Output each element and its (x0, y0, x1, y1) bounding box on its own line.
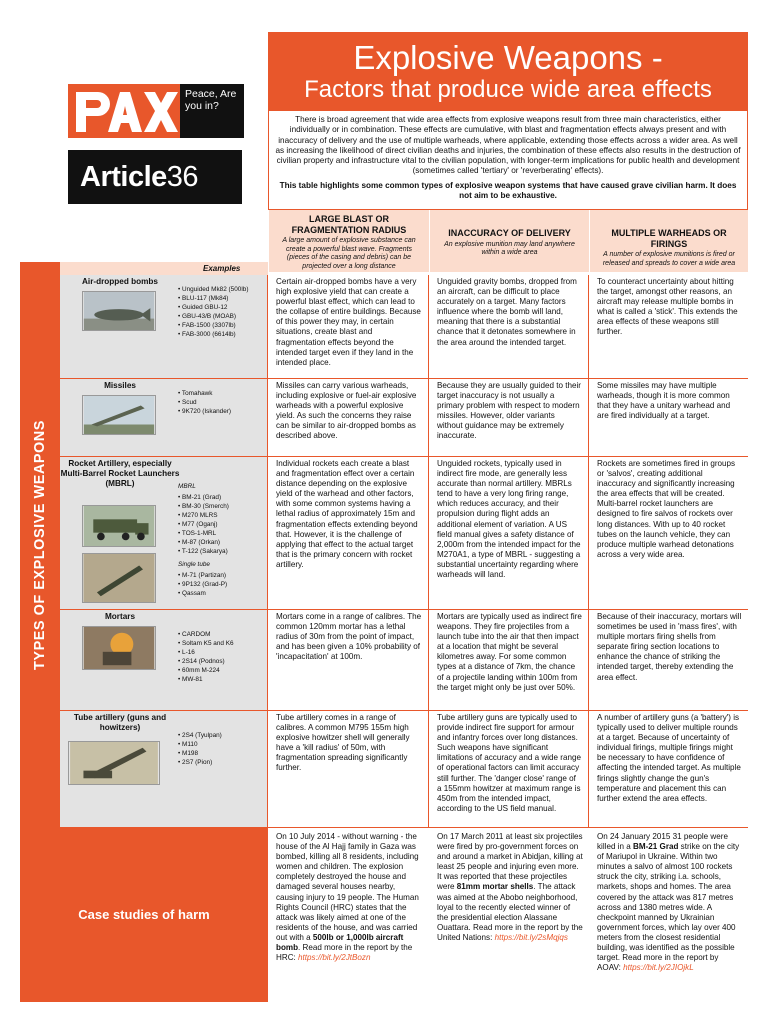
example-item: • L-16 (178, 648, 234, 657)
rocket-launcher-photo (82, 505, 156, 547)
example-item: • 9P132 (Grad-P) (178, 580, 227, 589)
example-list (178, 731, 222, 767)
example-subheading: MBRL (178, 483, 196, 490)
weapon-cell (60, 379, 268, 456)
example-item: • 2S7 (Pion) (178, 758, 222, 767)
table-row (60, 457, 748, 610)
case-link[interactable]: https://bit.ly/2JtBozn (298, 953, 371, 963)
example-item: • 9K720 (Iskander) (178, 407, 231, 416)
pax-logo (68, 84, 248, 138)
example-list (178, 630, 234, 684)
case-link[interactable]: https://bit.ly/2JIOjkL (623, 963, 694, 973)
inaccuracy-cell: Unguided gravity bombs, dropped from an aircraft, can be difficult to place accurately on a target. Many factors influence where the bomb will land, meaning that there is a substantial chance that it detonates somewhere in the area around the intended target. (429, 275, 589, 378)
example-list (178, 389, 231, 416)
column-header-inaccuracy (429, 210, 589, 272)
example-item: • FAB-1500 (3307lb) (178, 321, 248, 330)
column-header-blast (268, 210, 429, 272)
case-link[interactable]: https://bit.ly/2sMqjqs (494, 932, 568, 942)
case-study-abidjan (429, 832, 589, 943)
case-text: On 10 July 2014 - without warning - the house of the Al Hajj family in Gaza was bombed, killing all 8 residents, including women and children. The explosion completely destroyed the house and damaged several houses nearby, causing injury to 19 people. The Human Rights Council (HRC) states that the attack was likely aimed at one of the residents of the house, and was carried out with a (276, 832, 419, 942)
article36-word: Article (80, 161, 167, 193)
column-title: LARGE BLAST OR FRAGMENTATION RADIUS (291, 214, 407, 235)
page-title: Explosive Weapons - (353, 39, 663, 76)
example-item: • M270 MLRS (178, 511, 229, 520)
intro-box (268, 110, 748, 210)
weapon-cell (60, 275, 268, 378)
weapon-cell (60, 610, 268, 710)
types-sidebar (20, 262, 60, 828)
column-title: INACCURACY OF DELIVERY (448, 228, 571, 238)
example-item: • 2S14 (Podnos) (178, 657, 234, 666)
example-item: • M77 (Oganj) (178, 520, 229, 529)
pax-tagline: Peace, Are you in? (180, 84, 244, 138)
example-item: • BM-30 (Smerch) (178, 502, 229, 511)
case-study-mariupol (589, 832, 748, 973)
blast-cell: Tube artillery comes in a range of calibres. A common M795 155m high explosive howitzer shell will generally have a 'kill radius' of 50m, with fragmentation spreading significantly further. (268, 711, 429, 827)
case-text: On 17 March 2011 at least six projectiles were fired by pro-government forces on and around a market in Abidjan, killing at least 25 people and injuring even more. It was reported that these projectiles were (437, 832, 583, 892)
pax-logo-icon (68, 84, 180, 138)
example-item: • TOS-1-MRL (178, 529, 229, 538)
weapon-name: Mortars (104, 612, 136, 621)
column-title: MULTIPLE WARHEADS OR FIRINGS (611, 228, 727, 249)
weapon-cell (60, 457, 268, 609)
weapon-cell (60, 711, 268, 827)
example-item: • GBU-43/B (MOAB) (178, 312, 248, 321)
types-sidebar-label: TYPES OF EXPLOSIVE WEAPONS (32, 420, 48, 670)
intro-text: There is broad agreement that wide area effects from explosive weapons result from three main characteristics, either individually or in combination. These effects are cumulative, with blast and fragmentation effects always present and with inaccuracy of delivery and the use of multiple warheads, where applicable, extending those effects across a wider area. As well as increasing the likelihood of direct civilian deaths and injuries, the combination of these effects also results in the destruction of civilian property and infrastructure vital to the civilian population, with longer-term implications for public health and development (sometimes called 'tertiary' or 'reverberating' effects). (275, 115, 741, 176)
example-item: • BLU-117 (Mk84) (178, 294, 248, 303)
inaccuracy-cell: Unguided rockets, typically used in indirect fire mode, are generally less accurate than normal artillery. MBRLs tend to have a very long firing range, which reduces accuracy, and their propulsion during flight adds an additional element of variation. A US field manual gives a safety distance of 2,000m from the intended impact for the M270A1, a type of MBRL - suggesting a substantial uncertainty regarding where warheads will land. (429, 457, 589, 609)
mortar-photo (82, 626, 156, 670)
single-tube-photo (82, 553, 156, 603)
example-list (178, 571, 227, 598)
multiple-cell: To counteract uncertainty about hitting the target, amongst other reasons, an aircraft may release multiple bombs in what is called a 'stick'. This extends the area effects of these weapons still further. (597, 277, 738, 337)
examples-header: Examples (60, 262, 268, 275)
example-subheading: Single tube (178, 561, 210, 568)
case-text: . Read more in the report by the HRC: (276, 943, 413, 963)
column-description: An explosive munition may land anywhere within a wide area (444, 240, 575, 256)
example-item: • M198 (178, 749, 222, 758)
example-item: • Scud (178, 398, 231, 407)
blast-cell: Individual rockets each create a blast and fragmentation effect over a certain distance depending on the explosive yield of the warhead and other factors, with some common systems having a lethal radius of approximately 15m and fragmentation effects extending beyond that. However, it is the challenge of applying that effect to the actual target that is the primary concern with rocket artillery. (268, 457, 429, 609)
example-item: • T-122 (Sakarya) (178, 547, 229, 556)
inaccuracy-cell: Tube artillery guns are typically used to provide indirect fire support for armour and infantry forces over long distances. Such weapons have significant limitations of accuracy and a wide range of operational factors can limit accuracy still further. The 'danger close' range of a 155mm howitzer at maximum range is 450m from the intended impact, according to the US field manual. (429, 711, 589, 827)
example-item: • Soltam K5 and K6 (178, 639, 234, 648)
example-item: • BM-21 (Grad) (178, 493, 229, 502)
weapon-name: Missiles (104, 381, 136, 390)
example-item: • FAB-3000 (6614lb) (178, 330, 248, 339)
example-item: • Guided GBU-12 (178, 303, 248, 312)
example-item: • M110 (178, 740, 222, 749)
table-row (60, 275, 748, 379)
example-item: • M-87 (Orkan) (178, 538, 229, 547)
example-item: • CARDOM (178, 630, 234, 639)
case-text: . The attack was aimed at the Abobo neighborhood, loyal to the recently elected winner of the presidential election Alassane Ouattara. Read more in the report by the United Nations: (437, 882, 583, 942)
case-studies-label: Case studies of harm (20, 828, 268, 1002)
example-item: • Unguided Mk82 (500lb) (178, 285, 248, 294)
column-description: A number of explosive munitions is fired or released and spreads to cover a wide area (602, 251, 736, 267)
weapon-name: Tube artillery (guns and howitzers) (73, 713, 167, 732)
inaccuracy-cell: Mortars are typically used as indirect fire weapons. They fire projectiles from a launch tube into the air that then impact at a location that might be several kilometres away. For some common types at a distance of 7km, the chance of a projectile landing within 100m from the target might only be just over 50%. (429, 610, 589, 710)
case-weapon: BM-21 Grad (633, 842, 679, 852)
column-header-multiple (589, 210, 748, 272)
blast-cell: Missiles can carry various warheads, including explosive or fuel-air explosive warheads with a powerful explosive yield. As such the concerns they raise can be similar to air-dropped bombs as described above. (268, 379, 429, 456)
multiple-cell: Some missiles may have multiple warheads, though it is more common that they have a unitary warhead and are fired individually at a target. (597, 381, 731, 421)
page-subtitle: Factors that produce wide area effects (304, 76, 712, 103)
bomb-photo (82, 291, 156, 331)
case-text: On 24 January 2015 31 people were killed in a (597, 832, 728, 852)
blast-cell: Mortars come in a range of calibres. The common 120mm mortar has a lethal radius of 30m from the point of impact, and has been given a 10% probability of 'incapacitation' at 100m. (268, 610, 429, 710)
table-row (60, 711, 748, 828)
intro-note: This table highlights some common types of explosive weapon systems that have caused grave civilian harm. It does not aim to be exhaustive. (279, 180, 737, 201)
missile-photo (82, 395, 156, 435)
example-item: • MW-81 (178, 675, 234, 684)
weapon-name: Air-dropped bombs (82, 277, 158, 286)
case-study-gaza (268, 832, 429, 963)
table-row (60, 610, 748, 711)
multiple-cell: A number of artillery guns (a 'battery') is typically used to deliver multiple rounds at a target. Because of uncertainty of individual firings, multiple firings might be necessary to have confidence of affecting the intended target. As multiple firings slightly change the gun's temperature and placement this can further extend the area effects. (597, 713, 741, 803)
table-row (60, 379, 748, 457)
multiple-cell: Rockets are sometimes fired in groups or 'salvos', creating additional inaccuracy and significantly increasing the area effects that will be created. Multi-barrel rocket launchers are designed to fire salvos of rockets over long distances. With up to 40 rocket tubes on the launch vehicle, they can produce multiple warhead detonations across a very wide area. (597, 459, 736, 559)
blast-cell: Certain air-dropped bombs have a very high explosive yield that can create a powerful blast effect, which can lead to the collapse of entire buildings. Because of this power they may, in certain situations, create blast and fragmentation effects beyond the intended target even if they land in the intended place. (268, 275, 429, 378)
howitzer-photo (68, 741, 160, 785)
example-item: • Qassam (178, 589, 227, 598)
example-list (178, 285, 248, 339)
example-item: • 2S4 (Tyulpan) (178, 731, 222, 740)
weapon-name: Rocket Artillery, especially Multi-Barrel Rocket Launchers (MBRL) (60, 459, 180, 488)
multiple-cell: Because of their inaccuracy, mortars will sometimes be used in 'mass fires', with multiple mortars firing shells from separate firing section locations to enhance the chance of striking the intended target, thereby extending the area effect. (597, 612, 742, 682)
example-item: • Tomahawk (178, 389, 231, 398)
article36-logo (68, 150, 242, 204)
logo-area (68, 84, 248, 204)
example-item: • 60mm M-224 (178, 666, 234, 675)
inaccuracy-cell: Because they are usually guided to their target inaccuracy is not usually a primary problem with respect to modern missiles. However, older variants without guidance may be extremely inaccurate. (429, 379, 589, 456)
page-header (268, 32, 748, 110)
case-text: strike on the city of Mariupol in Ukraine. Within two minutes a salvo of almost 100 rockets struck the city, striking i.a. schools, markets, shops and homes. The area covered by the attack was 817 metres across and 1380 metres wide. A checkpoint manned by Ukrainian government forces, which lay over 400 meters from the closest residential building, was identified as the possible target. Read more in the report by AOAV: (597, 842, 740, 973)
article36-number: 36 (166, 161, 199, 193)
example-list (178, 493, 229, 556)
case-weapon: 81mm mortar shells (456, 882, 534, 892)
case-weapon: 500lb or 1,000lb aircraft bomb (276, 932, 404, 953)
column-description: A large amount of explosive substance can create a powerful blast wave. Fragments (pieces of the casing and debris) can be projected over a long distance (282, 237, 416, 270)
example-item: • M-71 (Partizan) (178, 571, 227, 580)
